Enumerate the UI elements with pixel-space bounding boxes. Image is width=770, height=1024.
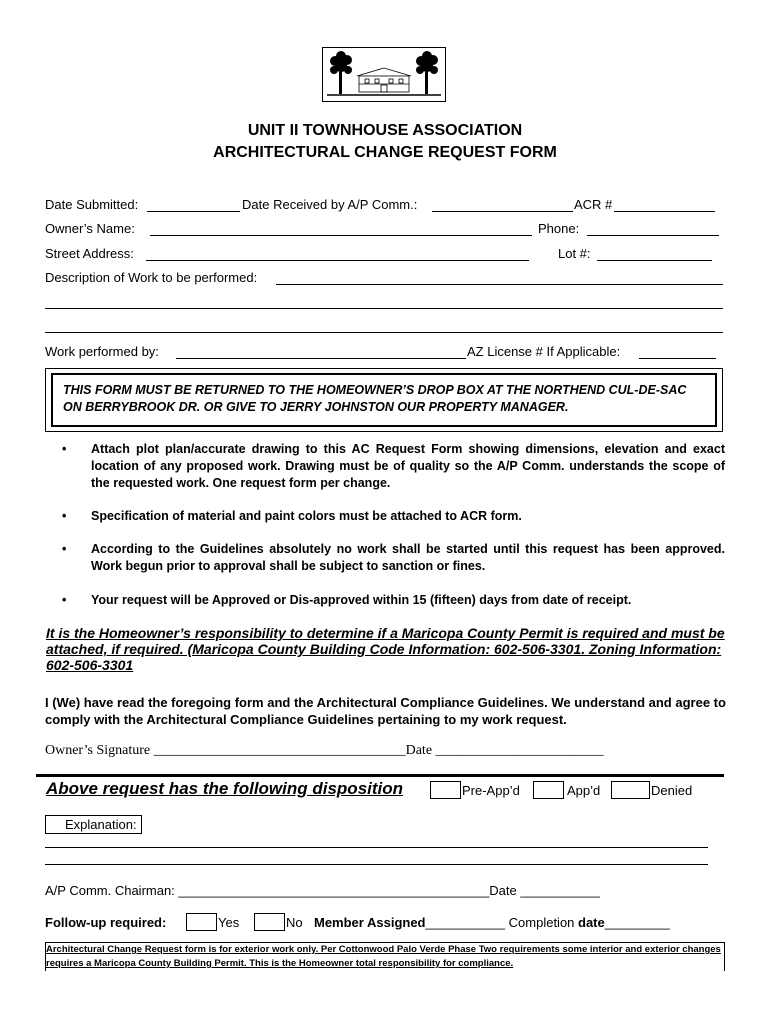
phone-field[interactable] (587, 235, 719, 236)
acknowledgment-statement: I (We) have read the foregoing form and the Architectural Compliance Guidelines. We understand and agree to comply with the Architectural Compliance Guidelines pertaining to my work request. (45, 695, 726, 727)
work-performed-by-field[interactable] (176, 358, 466, 359)
instruction-item: According to the Guidelines absolutely no work shall be started until this request has been approved. Work begun prior to approval shall be subject to sanction or fines. (91, 542, 725, 573)
date-received-label: Date Received by A/P Comm.: (242, 197, 418, 212)
bullet-icon: • (62, 593, 67, 607)
lot-label: Lot #: (558, 246, 591, 261)
lot-field[interactable] (597, 260, 712, 261)
street-address-label: Street Address: (45, 246, 134, 261)
explanation-field-2[interactable] (45, 864, 708, 865)
followup-no-checkbox[interactable] (254, 913, 285, 931)
permit-responsibility-note: It is the Homeowner’s responsibility to determine if a Maricopa County Permit is required and must be attached, if required. (Maricopa County Building Code Information: 602-506-3301. Zoning Information: 602-506-3301 (46, 625, 725, 673)
explanation-label: Explanation: (65, 817, 137, 832)
appd-label: App’d (567, 783, 601, 798)
section-divider (36, 774, 724, 777)
pre-appd-checkbox[interactable] (430, 781, 461, 799)
member-assigned-field[interactable]: ___________ (425, 915, 506, 930)
followup-yes-label: Yes (218, 915, 240, 930)
completion-date-field[interactable]: _________ (604, 915, 670, 930)
owner-signature-line[interactable]: Owner’s Signature ____________________________________Date ________________________ (45, 743, 604, 758)
member-assigned-label: Member Assigned (314, 915, 426, 930)
followup-label: Follow-up required: (45, 915, 167, 930)
chairman-signature-line[interactable]: A/P Comm. Chairman: ___________________________________________Date ___________ (45, 883, 600, 898)
form-title: ARCHITECTURAL CHANGE REQUEST FORM (213, 144, 557, 161)
return-notice: THIS FORM MUST BE RETURNED TO THE HOMEOWNER’S DROP BOX AT THE NORTHEND CUL-DE-SAC ON BERRYBROOK DR. OR GIVE TO JERRY JOHNSTON OUR PROPERTY MANAGER. (51, 373, 717, 427)
description-label: Description of Work to be performed: (45, 270, 258, 285)
phone-label: Phone: (538, 221, 580, 236)
association-logo (322, 47, 446, 102)
denied-checkbox[interactable] (611, 781, 650, 799)
footer-disclaimer: Architectural Change Request form is for exterior work only. Per Cottonwood Palo Verde Phase Two requirements some interior and exterior changes requires a Maricopa County Building Permit. This is the Homeowner total responsibility for compliance. (45, 942, 725, 971)
az-license-field[interactable] (639, 358, 716, 359)
street-address-field[interactable] (146, 260, 529, 261)
completion-label: Completion (505, 915, 579, 930)
owners-name-label: Owner’s Name: (45, 221, 135, 236)
denied-label: Denied (651, 783, 693, 798)
description-field-3[interactable] (45, 332, 723, 333)
az-license-label: AZ License # If Applicable: (467, 344, 621, 359)
acr-field[interactable] (614, 211, 715, 212)
instruction-item: Attach plot plan/accurate drawing to this AC Request Form showing dimensions, elevation and exact location of any proposed work. Drawing must be of quality so the A/P Comm. understands the scope of the requested work. One request form per change. (91, 442, 725, 490)
date-submitted-field[interactable] (147, 211, 240, 212)
description-field-2[interactable] (45, 308, 723, 309)
followup-yes-checkbox[interactable] (186, 913, 217, 931)
followup-no-label: No (286, 915, 303, 930)
date-received-field[interactable] (432, 211, 573, 212)
appd-checkbox[interactable] (533, 781, 564, 799)
description-field-1[interactable] (276, 284, 723, 285)
work-performed-by-label: Work performed by: (45, 344, 159, 359)
acr-label: ACR # (574, 197, 613, 212)
pre-appd-label: Pre-App’d (462, 783, 520, 798)
owners-name-field[interactable] (150, 235, 532, 236)
instruction-item: Specification of material and paint colors must be attached to ACR form. (91, 509, 522, 523)
date-submitted-label: Date Submitted: (45, 197, 139, 212)
bullet-icon: • (62, 509, 67, 523)
bullet-icon: • (62, 542, 67, 556)
completion-date-label: date (578, 915, 605, 930)
disposition-heading: Above request has the following disposition (46, 779, 404, 798)
bullet-icon: • (62, 442, 67, 456)
association-title: UNIT II TOWNHOUSE ASSOCIATION (247, 122, 523, 139)
instruction-item: Your request will be Approved or Dis-approved within 15 (fifteen) days from date of receipt. (91, 593, 632, 607)
explanation-field-1[interactable] (45, 847, 708, 848)
